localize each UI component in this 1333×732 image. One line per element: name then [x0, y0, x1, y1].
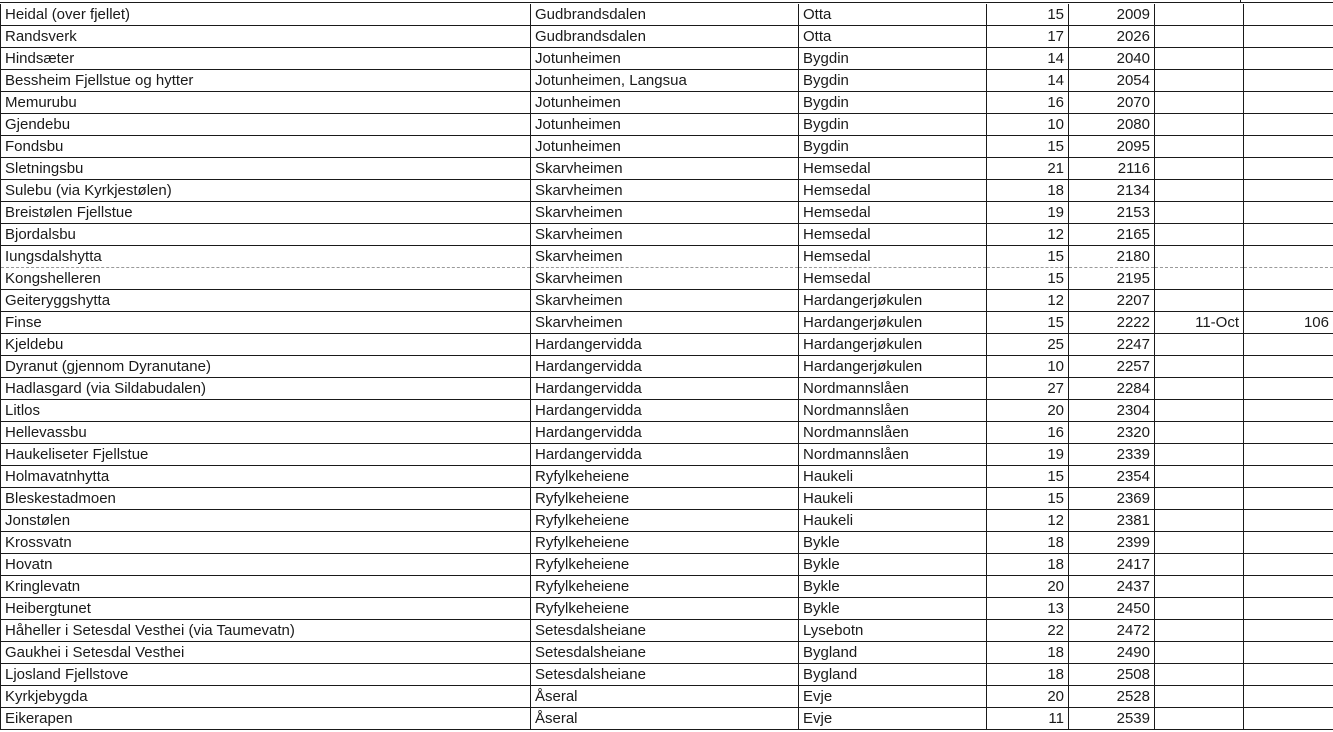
cell-region[interactable]: Ryfylkeheiene [531, 532, 799, 554]
cell-hut-name[interactable]: Eikerapen [1, 708, 531, 730]
cell-place[interactable]: Hemsedal [799, 268, 987, 290]
cell-extra[interactable] [1244, 400, 1333, 422]
cell-place[interactable]: Bygdin [799, 136, 987, 158]
cell-distance[interactable]: 16 [987, 422, 1069, 444]
cell-region[interactable]: Ryfylkeheiene [531, 576, 799, 598]
cell-place[interactable]: Bygdin [799, 92, 987, 114]
table-row [1, 26, 1333, 48]
cell-date[interactable] [1155, 92, 1244, 114]
cell-distance[interactable]: 15 [987, 136, 1069, 158]
table-row [1, 268, 1333, 290]
table-row [1, 48, 1333, 70]
cell-region[interactable]: Skarvheimen [531, 268, 799, 290]
cell-date[interactable] [1155, 444, 1244, 466]
cell-cumulative[interactable]: 2195 [1069, 268, 1155, 290]
cell-extra[interactable] [1244, 290, 1333, 312]
cell-cumulative[interactable]: 2539 [1069, 708, 1155, 730]
cell-hut-name[interactable]: Holmavatnhytta [1, 466, 531, 488]
cell-hut-name[interactable]: Fondsbu [1, 136, 531, 158]
cell-hut-name[interactable]: Bleskestadmoen [1, 488, 531, 510]
cell-place[interactable]: Bygland [799, 642, 987, 664]
table-body [1, 4, 1333, 730]
cell-hut-name[interactable]: Hovatn [1, 554, 531, 576]
cell-place[interactable]: Bygdin [799, 48, 987, 70]
cell-region[interactable]: Setesdalsheiane [531, 620, 799, 642]
cell-extra[interactable] [1244, 356, 1333, 378]
cell-extra[interactable] [1244, 686, 1333, 708]
cell-date[interactable] [1155, 334, 1244, 356]
table-row [1, 356, 1333, 378]
cell-cumulative[interactable]: 2399 [1069, 532, 1155, 554]
cell-place[interactable]: Hemsedal [799, 180, 987, 202]
cell-date[interactable] [1155, 4, 1244, 26]
cell-cumulative[interactable]: 2207 [1069, 290, 1155, 312]
table-row [1, 686, 1333, 708]
cell-date[interactable] [1155, 136, 1244, 158]
cell-cumulative[interactable]: 2369 [1069, 488, 1155, 510]
cell-extra[interactable] [1244, 664, 1333, 686]
cell-place[interactable]: Otta [799, 26, 987, 48]
cell-extra[interactable] [1244, 576, 1333, 598]
cell-date[interactable] [1155, 686, 1244, 708]
cell-date[interactable] [1155, 202, 1244, 224]
cell-date[interactable] [1155, 158, 1244, 180]
cell-distance[interactable]: 18 [987, 642, 1069, 664]
table-row [1, 202, 1333, 224]
cell-distance[interactable]: 15 [987, 466, 1069, 488]
table-row [1, 510, 1333, 532]
cell-extra[interactable] [1244, 180, 1333, 202]
cell-region[interactable]: Åseral [531, 708, 799, 730]
cell-distance[interactable]: 15 [987, 268, 1069, 290]
table-row [1, 70, 1333, 92]
cell-cumulative[interactable]: 2381 [1069, 510, 1155, 532]
cell-place[interactable]: Haukeli [799, 466, 987, 488]
cell-region[interactable]: Gudbrandsdalen [531, 4, 799, 26]
cell-hut-name[interactable]: Breistølen Fjellstue [1, 202, 531, 224]
cell-extra[interactable] [1244, 202, 1333, 224]
cell-date[interactable] [1155, 466, 1244, 488]
cell-place[interactable]: Hardangerjøkulen [799, 312, 987, 334]
cell-hut-name[interactable]: Litlos [1, 400, 531, 422]
cell-extra[interactable] [1244, 334, 1333, 356]
cell-distance[interactable]: 25 [987, 334, 1069, 356]
cell-extra[interactable] [1244, 4, 1333, 26]
cell-distance[interactable]: 19 [987, 444, 1069, 466]
cell-region[interactable]: Åseral [531, 686, 799, 708]
cell-cumulative[interactable]: 2257 [1069, 356, 1155, 378]
cell-cumulative[interactable]: 2070 [1069, 92, 1155, 114]
cell-extra[interactable] [1244, 488, 1333, 510]
cell-place[interactable]: Hemsedal [799, 224, 987, 246]
cell-distance[interactable]: 14 [987, 48, 1069, 70]
cell-place[interactable]: Bygdin [799, 114, 987, 136]
cell-extra[interactable] [1244, 136, 1333, 158]
table-row [1, 400, 1333, 422]
cell-distance[interactable]: 18 [987, 664, 1069, 686]
grid-tick-mark [1240, 0, 1241, 3]
cell-place[interactable]: Hardangerjøkulen [799, 334, 987, 356]
cell-hut-name[interactable]: Bessheim Fjellstue og hytter [1, 70, 531, 92]
cell-extra[interactable] [1244, 224, 1333, 246]
cell-region[interactable]: Skarvheimen [531, 312, 799, 334]
cell-place[interactable]: Hemsedal [799, 158, 987, 180]
cell-place[interactable]: Hardangerjøkulen [799, 290, 987, 312]
table-row [1, 4, 1333, 26]
cell-hut-name[interactable]: Sletningsbu [1, 158, 531, 180]
cell-place[interactable]: Nordmannslåen [799, 400, 987, 422]
cell-cumulative[interactable]: 2437 [1069, 576, 1155, 598]
cell-hut-name[interactable]: Hellevassbu [1, 422, 531, 444]
cell-region[interactable]: Hardangervidda [531, 422, 799, 444]
cell-region[interactable]: Hardangervidda [531, 400, 799, 422]
cell-cumulative[interactable]: 2222 [1069, 312, 1155, 334]
table-row [1, 136, 1333, 158]
cell-region[interactable]: Skarvheimen [531, 290, 799, 312]
cell-date[interactable] [1155, 180, 1244, 202]
cell-distance[interactable]: 15 [987, 488, 1069, 510]
cell-place[interactable]: Bykle [799, 532, 987, 554]
table-row [1, 290, 1333, 312]
cell-region[interactable]: Hardangervidda [531, 334, 799, 356]
cell-hut-name[interactable]: Geiteryggshytta [1, 290, 531, 312]
cell-cumulative[interactable]: 2450 [1069, 598, 1155, 620]
cell-extra[interactable] [1244, 466, 1333, 488]
table-row [1, 246, 1333, 268]
cell-extra[interactable] [1244, 26, 1333, 48]
cell-hut-name[interactable]: Hindsæter [1, 48, 531, 70]
cell-extra[interactable] [1244, 114, 1333, 136]
table-row [1, 158, 1333, 180]
cell-hut-name[interactable]: Kringlevatn [1, 576, 531, 598]
cell-place[interactable]: Bykle [799, 598, 987, 620]
cell-cumulative[interactable]: 2026 [1069, 26, 1155, 48]
cell-region[interactable]: Jotunheimen [531, 48, 799, 70]
cell-date[interactable] [1155, 356, 1244, 378]
cell-cumulative[interactable]: 2080 [1069, 114, 1155, 136]
cell-distance[interactable]: 12 [987, 290, 1069, 312]
cell-extra[interactable]: 106 [1244, 312, 1333, 334]
cell-distance[interactable]: 19 [987, 202, 1069, 224]
table-row [1, 664, 1333, 686]
cell-cumulative[interactable]: 2180 [1069, 246, 1155, 268]
cell-region[interactable]: Jotunheimen [531, 114, 799, 136]
cell-date[interactable] [1155, 268, 1244, 290]
cell-region[interactable]: Hardangervidda [531, 444, 799, 466]
cell-hut-name[interactable]: Gaukhei i Setesdal Vesthei [1, 642, 531, 664]
cell-extra[interactable] [1244, 268, 1333, 290]
table-row [1, 532, 1333, 554]
cell-date[interactable]: 11-Oct [1155, 312, 1244, 334]
cell-extra[interactable] [1244, 444, 1333, 466]
cell-extra[interactable] [1244, 422, 1333, 444]
cell-place[interactable]: Bygdin [799, 70, 987, 92]
cell-place[interactable]: Otta [799, 4, 987, 26]
cell-extra[interactable] [1244, 158, 1333, 180]
table-row [1, 334, 1333, 356]
table-row [1, 422, 1333, 444]
cell-region[interactable]: Jotunheimen [531, 136, 799, 158]
cell-cumulative[interactable]: 2247 [1069, 334, 1155, 356]
cell-date[interactable] [1155, 510, 1244, 532]
cell-date[interactable] [1155, 708, 1244, 730]
cell-region[interactable]: Skarvheimen [531, 246, 799, 268]
table-row [1, 92, 1333, 114]
cell-place[interactable]: Hemsedal [799, 246, 987, 268]
table-row [1, 488, 1333, 510]
cell-extra[interactable] [1244, 642, 1333, 664]
cell-place[interactable]: Haukeli [799, 510, 987, 532]
cell-hut-name[interactable]: Kjeldebu [1, 334, 531, 356]
cell-extra[interactable] [1244, 620, 1333, 642]
cell-extra[interactable] [1244, 378, 1333, 400]
cell-place[interactable]: Nordmannslåen [799, 444, 987, 466]
cell-region[interactable]: Ryfylkeheiene [531, 598, 799, 620]
cell-extra[interactable] [1244, 92, 1333, 114]
cell-region[interactable]: Jotunheimen [531, 92, 799, 114]
cell-distance[interactable]: 20 [987, 686, 1069, 708]
table-row [1, 642, 1333, 664]
cell-region[interactable]: Hardangervidda [531, 378, 799, 400]
cell-region[interactable]: Ryfylkeheiene [531, 488, 799, 510]
table-row [1, 180, 1333, 202]
cell-distance[interactable]: 12 [987, 224, 1069, 246]
cell-cumulative[interactable]: 2320 [1069, 422, 1155, 444]
cell-place[interactable]: Hardangerjøkulen [799, 356, 987, 378]
cell-place[interactable]: Evje [799, 686, 987, 708]
cell-hut-name[interactable]: Dyranut (gjennom Dyranutane) [1, 356, 531, 378]
table-row [1, 708, 1333, 730]
cell-region[interactable]: Ryfylkeheiene [531, 554, 799, 576]
cell-cumulative[interactable]: 2040 [1069, 48, 1155, 70]
cell-distance[interactable]: 17 [987, 26, 1069, 48]
cell-hut-name[interactable]: Ljosland Fjellstove [1, 664, 531, 686]
cell-region[interactable]: Skarvheimen [531, 158, 799, 180]
cell-cumulative[interactable]: 2116 [1069, 158, 1155, 180]
table-row [1, 378, 1333, 400]
cell-date[interactable] [1155, 664, 1244, 686]
cell-hut-name[interactable]: Randsverk [1, 26, 531, 48]
cell-extra[interactable] [1244, 48, 1333, 70]
table-row [1, 224, 1333, 246]
cell-distance[interactable]: 27 [987, 378, 1069, 400]
cell-cumulative[interactable]: 2095 [1069, 136, 1155, 158]
cell-region[interactable]: Jotunheimen, Langsua [531, 70, 799, 92]
cell-place[interactable]: Bygland [799, 664, 987, 686]
cell-hut-name[interactable]: Finse [1, 312, 531, 334]
cell-date[interactable] [1155, 114, 1244, 136]
cell-extra[interactable] [1244, 510, 1333, 532]
cell-distance[interactable]: 10 [987, 356, 1069, 378]
cell-place[interactable]: Lysebotn [799, 620, 987, 642]
cell-place[interactable]: Bykle [799, 554, 987, 576]
cell-hut-name[interactable]: Gjendebu [1, 114, 531, 136]
cell-date[interactable] [1155, 70, 1244, 92]
cell-cumulative[interactable]: 2153 [1069, 202, 1155, 224]
cell-date[interactable] [1155, 224, 1244, 246]
cell-cumulative[interactable]: 2528 [1069, 686, 1155, 708]
cell-distance[interactable]: 11 [987, 708, 1069, 730]
cell-hut-name[interactable]: Krossvatn [1, 532, 531, 554]
cell-date[interactable] [1155, 246, 1244, 268]
cell-date[interactable] [1155, 532, 1244, 554]
cell-region[interactable]: Skarvheimen [531, 202, 799, 224]
table-row [1, 444, 1333, 466]
cell-date[interactable] [1155, 26, 1244, 48]
cell-region[interactable]: Setesdalsheiane [531, 642, 799, 664]
cell-extra[interactable] [1244, 246, 1333, 268]
cell-distance[interactable]: 13 [987, 598, 1069, 620]
table-row [1, 620, 1333, 642]
cell-distance[interactable]: 21 [987, 158, 1069, 180]
table-row [1, 312, 1333, 334]
cell-extra[interactable] [1244, 532, 1333, 554]
cell-date[interactable] [1155, 422, 1244, 444]
cell-date[interactable] [1155, 598, 1244, 620]
cell-hut-name[interactable]: Iungsdalshytta [1, 246, 531, 268]
cell-distance[interactable]: 15 [987, 312, 1069, 334]
cell-cumulative[interactable]: 2490 [1069, 642, 1155, 664]
cell-region[interactable]: Hardangervidda [531, 356, 799, 378]
cell-hut-name[interactable]: Hadlasgard (via Sildabudalen) [1, 378, 531, 400]
cell-date[interactable] [1155, 642, 1244, 664]
cell-cumulative[interactable]: 2304 [1069, 400, 1155, 422]
cell-region[interactable]: Gudbrandsdalen [531, 26, 799, 48]
cell-distance[interactable]: 16 [987, 92, 1069, 114]
cell-distance[interactable]: 18 [987, 532, 1069, 554]
grid-top-border [0, 0, 1333, 3]
cell-hut-name[interactable]: Kongshelleren [1, 268, 531, 290]
table-row [1, 466, 1333, 488]
cell-date[interactable] [1155, 576, 1244, 598]
cell-region[interactable]: Skarvheimen [531, 180, 799, 202]
cell-cumulative[interactable]: 2417 [1069, 554, 1155, 576]
cell-distance[interactable]: 15 [987, 4, 1069, 26]
cell-cumulative[interactable]: 2472 [1069, 620, 1155, 642]
cell-cumulative[interactable]: 2284 [1069, 378, 1155, 400]
cell-date[interactable] [1155, 378, 1244, 400]
cell-date[interactable] [1155, 488, 1244, 510]
cell-distance[interactable]: 22 [987, 620, 1069, 642]
cell-region[interactable]: Ryfylkeheiene [531, 510, 799, 532]
cell-extra[interactable] [1244, 554, 1333, 576]
cell-cumulative[interactable]: 2354 [1069, 466, 1155, 488]
cell-distance[interactable]: 10 [987, 114, 1069, 136]
cell-date[interactable] [1155, 554, 1244, 576]
cell-place[interactable]: Nordmannslåen [799, 378, 987, 400]
cell-cumulative[interactable]: 2134 [1069, 180, 1155, 202]
cell-hut-name[interactable]: Heibergtunet [1, 598, 531, 620]
cell-distance[interactable]: 12 [987, 510, 1069, 532]
cell-distance[interactable]: 15 [987, 246, 1069, 268]
cell-distance[interactable]: 14 [987, 70, 1069, 92]
cell-region[interactable]: Setesdalsheiane [531, 664, 799, 686]
table-row [1, 114, 1333, 136]
data-table [0, 4, 1333, 730]
cell-cumulative[interactable]: 2054 [1069, 70, 1155, 92]
cell-region[interactable]: Ryfylkeheiene [531, 466, 799, 488]
cell-region[interactable]: Skarvheimen [531, 224, 799, 246]
cell-place[interactable]: Hemsedal [799, 202, 987, 224]
cell-date[interactable] [1155, 290, 1244, 312]
cell-cumulative[interactable]: 2165 [1069, 224, 1155, 246]
cell-place[interactable]: Nordmannslåen [799, 422, 987, 444]
cell-distance[interactable]: 20 [987, 400, 1069, 422]
table-row [1, 576, 1333, 598]
cell-cumulative[interactable]: 2508 [1069, 664, 1155, 686]
cell-date[interactable] [1155, 620, 1244, 642]
cell-hut-name[interactable]: Memurubu [1, 92, 531, 114]
cell-date[interactable] [1155, 400, 1244, 422]
cell-distance[interactable]: 18 [987, 180, 1069, 202]
cell-place[interactable]: Haukeli [799, 488, 987, 510]
table-row [1, 598, 1333, 620]
cell-distance[interactable]: 18 [987, 554, 1069, 576]
cell-extra[interactable] [1244, 708, 1333, 730]
cell-place[interactable]: Evje [799, 708, 987, 730]
cell-hut-name[interactable]: Kyrkjebygda [1, 686, 531, 708]
cell-cumulative[interactable]: 2009 [1069, 4, 1155, 26]
cell-hut-name[interactable]: Håheller i Setesdal Vesthei (via Taumevatn) [1, 620, 531, 642]
cell-distance[interactable]: 20 [987, 576, 1069, 598]
cell-extra[interactable] [1244, 598, 1333, 620]
cell-hut-name[interactable]: Jonstølen [1, 510, 531, 532]
cell-extra[interactable] [1244, 70, 1333, 92]
cell-hut-name[interactable]: Bjordalsbu [1, 224, 531, 246]
cell-hut-name[interactable]: Heidal (over fjellet) [1, 4, 531, 26]
cell-place[interactable]: Bykle [799, 576, 987, 598]
cell-hut-name[interactable]: Haukeliseter Fjellstue [1, 444, 531, 466]
cell-cumulative[interactable]: 2339 [1069, 444, 1155, 466]
cell-date[interactable] [1155, 48, 1244, 70]
table-row [1, 554, 1333, 576]
cell-hut-name[interactable]: Sulebu (via Kyrkjestølen) [1, 180, 531, 202]
